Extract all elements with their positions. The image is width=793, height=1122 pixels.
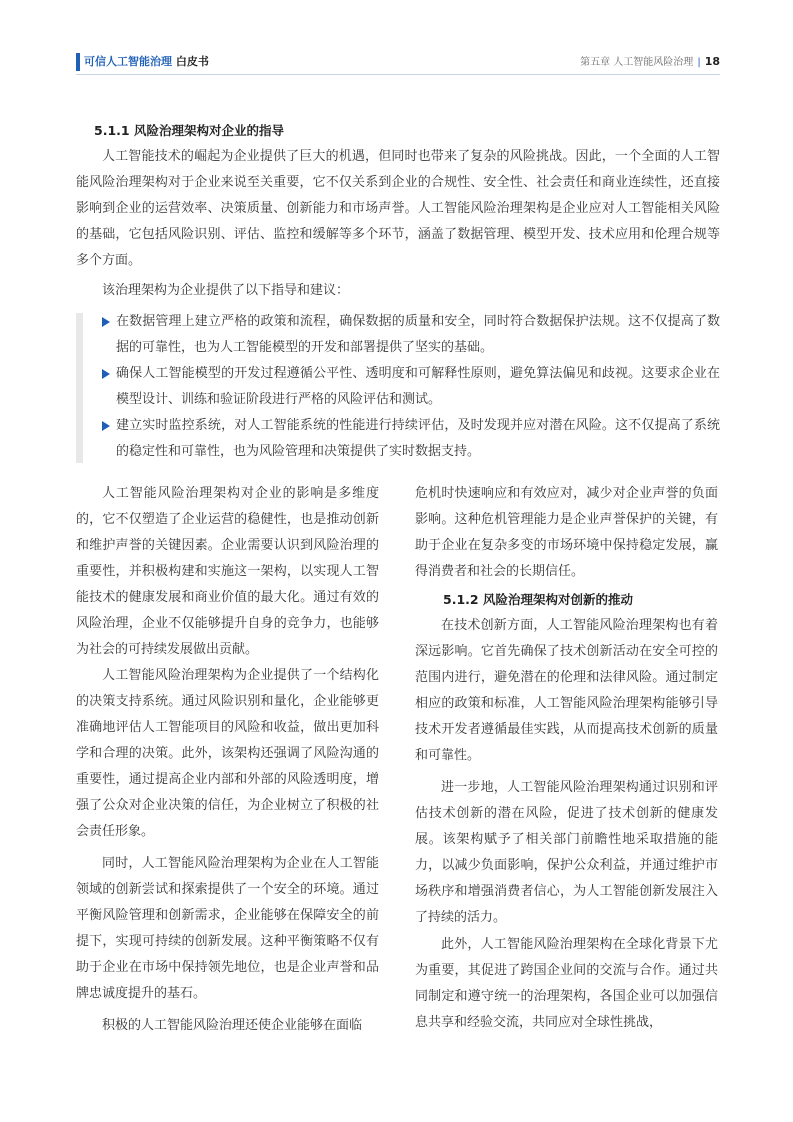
section-512-title: 5.1.2 风险治理架构对创新的推动 bbox=[443, 592, 633, 607]
header-divider bbox=[76, 74, 720, 75]
section-511-lead: 该治理架构为企业提供了以下指导和建议： bbox=[102, 283, 350, 298]
list-item-text: 确保人工智能模型的开发过程遵循公平性、透明度和可解释性原则，避免算法偏见和歧视。这要求企业在模型设计、训练和验证阶段进行严格的风险评估和测试。 bbox=[116, 366, 720, 407]
list-item bbox=[102, 413, 720, 465]
header-chapter: 第五章 人工智能风险治理 bbox=[580, 57, 694, 68]
right-paragraph-1: 在技术创新方面，人工智能风险治理架构也有着深远影响。它首先确保了技术创新活动在安全可控的范围内进行，避免潜在的伦理和法律风险。通过制定相应的政策和标准，人工智能风险治理架构能够引导技术开发者遵循最佳实践，从而提高技术创新的质量和可靠性。 bbox=[415, 618, 718, 763]
guidance-list-bar bbox=[76, 313, 83, 463]
list-item bbox=[102, 361, 720, 413]
left-paragraph-2: 人工智能风险治理架构为企业提供了一个结构化的决策支持系统。通过风险识别和量化，企业能够更准确地评估人工智能项目的风险和收益，做出更加科学和合理的决策。此外，该架构还强调了风险沟通的重要性，通过提高企业内部和外部的风险透明度，增强了公众对企业决策的信任，为企业树立了积极的社会责任形象。 bbox=[76, 668, 379, 839]
header-title-dark: 白皮书 bbox=[175, 55, 209, 68]
left-paragraph-1: 人工智能风险治理架构对企业的影响是多维度的，它不仅塑造了企业运营的稳健性，也是推动创新和维护声誉的关键因素。企业需要认识到风险治理的重要性，并积极构建和实施这一架构，以实现人工智能技术的健康发展和商业价值的最大化。通过有效的风险治理，企业不仅能够提升自身的竞争力，也能够为社会的可持续发展做出贡献。 bbox=[76, 486, 379, 657]
left-paragraph-4: 积极的人工智能风险治理还使企业能够在面临 bbox=[102, 1018, 363, 1033]
right-paragraph-2: 进一步地，人工智能风险治理架构通过识别和评估技术创新的潜在风险，促进了技术创新的健康发展。该架构赋予了相关部门前瞻性地采取措施的能力，以减少负面影响，保护公众利益，并通过维护市场秩序和增强消费者信心，为人工智能创新发展注入了持续的活力。 bbox=[415, 780, 718, 925]
triangle-bullet-icon bbox=[102, 317, 110, 327]
header-title-blue: 可信人工智能治理 bbox=[84, 55, 172, 68]
section-511-title: 5.1.1 风险治理架构对企业的指导 bbox=[94, 123, 284, 138]
right-paragraph-0: 危机时快速响应和有效应对，减少对企业声誉的负面影响。这种危机管理能力是企业声誉保护的关键，有助于企业在复杂多变的市场环境中保持稳定发展，赢得消费者和社会的长期信任。 bbox=[415, 486, 718, 579]
page-header bbox=[76, 52, 720, 74]
header-accent-bar bbox=[76, 53, 80, 71]
page-number: 18 bbox=[704, 55, 720, 68]
section-511-intro: 人工智能技术的崛起为企业提供了巨大的机遇，但同时也带来了复杂的风险挑战。因此，一个全面的人工智能风险治理架构对于企业来说至关重要，它不仅关系到企业的合规性、安全性、社会责任和商业连续性，还直接影响到企业的运营效率、决策质量、创新能力和市场声誉。人工智能风险治理架构是企业应对人工智能相关风险的基础，它包括风险识别、评估、监控和缓解等多个环节，涵盖了数据管理、模型开发、技术应用和伦理合规等多个方面。 bbox=[76, 149, 720, 268]
header-title bbox=[84, 54, 209, 70]
header-chapter-info bbox=[580, 54, 720, 71]
triangle-bullet-icon bbox=[102, 369, 110, 379]
list-item bbox=[102, 309, 720, 361]
list-item-text: 在数据管理上建立严格的政策和流程，确保数据的质量和安全，同时符合数据保护法规。这不仅提高了数据的可靠性，也为人工智能模型的开发和部署提供了坚实的基础。 bbox=[116, 314, 720, 355]
header-separator: | bbox=[697, 57, 701, 68]
triangle-bullet-icon bbox=[102, 421, 110, 431]
guidance-list bbox=[76, 309, 720, 463]
list-item-text: 建立实时监控系统，对人工智能系统的性能进行持续评估，及时发现并应对潜在风险。这不仅提高了系统的稳定性和可靠性，也为风险管理和决策提供了实时数据支持。 bbox=[116, 418, 720, 459]
right-paragraph-3: 此外，人工智能风险治理架构在全球化背景下尤为重要，其促进了跨国企业间的交流与合作。通过共同制定和遵守统一的治理架构，各国企业可以加强信息共享和经验交流，共同应对全球性挑战， bbox=[415, 937, 718, 1030]
left-paragraph-3: 同时，人工智能风险治理架构为企业在人工智能领域的创新尝试和探索提供了一个安全的环境。通过平衡风险管理和创新需求，企业能够在保障安全的前提下，实现可持续的创新发展。这种平衡策略不仅有助于企业在市场中保持领先地位，也是企业声誉和品牌忠诚度提升的基石。 bbox=[76, 856, 379, 1001]
